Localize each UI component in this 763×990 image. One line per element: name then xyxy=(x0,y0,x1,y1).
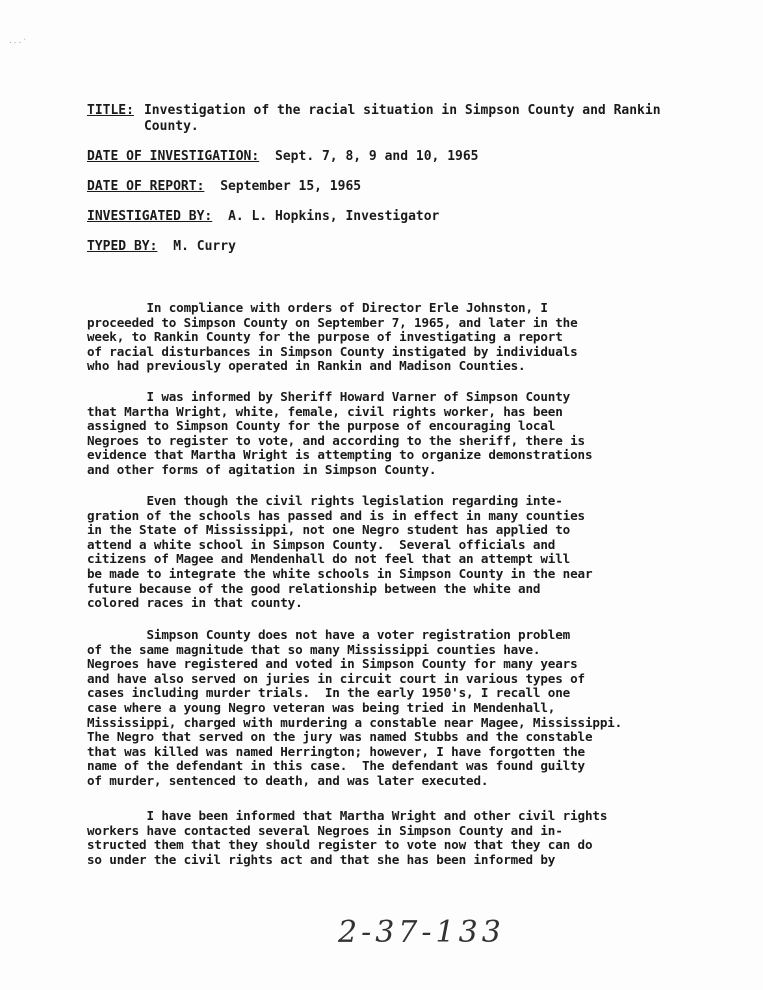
typed-by-value: M. Curry xyxy=(173,239,236,254)
typed-by-label: TYPED BY: xyxy=(87,239,158,254)
handwritten-document-number: 2-37-133 xyxy=(338,915,505,950)
typed-by-field xyxy=(87,239,236,255)
paragraph-4: Simpson County does not have a voter registration problem of the same magnitude that so many Mississippi counties have. Negroes have registered and voted in Simpson County for many years and have also served on juries in circuit court in various types of cases including murder trials. In the early 1950's, I recall one case where a young Negro veteran was being tried in Mendenhall, Mississippi, charged with murdering a constable near Magee, Mississippi. The Negro that served on the jury was named Stubbs and the constable that was killed was named Herrington; however, I have forgotten the name of the defendant in this case. The defendant was found guilty of murder, sentenced to death, and was later executed. xyxy=(87,627,623,788)
title-field xyxy=(87,103,704,135)
paragraph-2: I was informed by Sheriff Howard Varner of Simpson County that Martha Wright, white, female, civil rights worker, has been assigned to Simpson County for the purpose of encouraging local Negroes to register to vote, and according to the sheriff, there is evidence that Martha Wright is attempting to organize demonstrations and other forms of agitation in Simpson County. xyxy=(87,389,593,477)
scan-speck: ·-·` xyxy=(8,38,28,47)
date-of-report-label: DATE OF REPORT: xyxy=(87,179,205,194)
paragraph-3: Even though the civil rights legislation regarding inte- gration of the schools has passed and is in effect in many counties in the State of Mississippi, not one Negro student has applied to attend a white school in Simpson County. Several officials and citizens of Magee and Mendenhall do not feel that an attempt will be made to integrate the white schools in Simpson County in the near future because of the good relationship between the white and colored races in that county. xyxy=(87,493,593,611)
date-of-report-field xyxy=(87,179,361,195)
paragraph-1: In compliance with orders of Director Erle Johnston, I proceeded to Simpson County on September 7, 1965, and later in the week, to Rankin County for the purpose of investigating a report of racial disturbances in Simpson County instigated by individuals who had previously operated in Rankin and Madison Counties. xyxy=(87,300,578,374)
investigated-by-label: INVESTIGATED BY: xyxy=(87,209,213,224)
date-of-investigation-label: DATE OF INVESTIGATION: xyxy=(87,149,260,164)
investigated-by-value: A. L. Hopkins, Investigator xyxy=(228,209,440,224)
date-of-investigation-value: Sept. 7, 8, 9 and 10, 1965 xyxy=(275,149,479,164)
date-of-report-value: September 15, 1965 xyxy=(220,179,362,194)
date-of-investigation-field xyxy=(87,149,479,165)
title-value: Investigation of the racial situation in Simpson County and Rankin County. xyxy=(143,103,661,134)
title-label: TITLE: xyxy=(87,103,134,118)
investigated-by-field xyxy=(87,209,439,225)
paragraph-5: I have been informed that Martha Wright and other civil rights workers have contacted several Negroes in Simpson County and in- structed them that they should register to vote now that they can do so under the civil rights act and that she has been informed by xyxy=(87,808,608,867)
